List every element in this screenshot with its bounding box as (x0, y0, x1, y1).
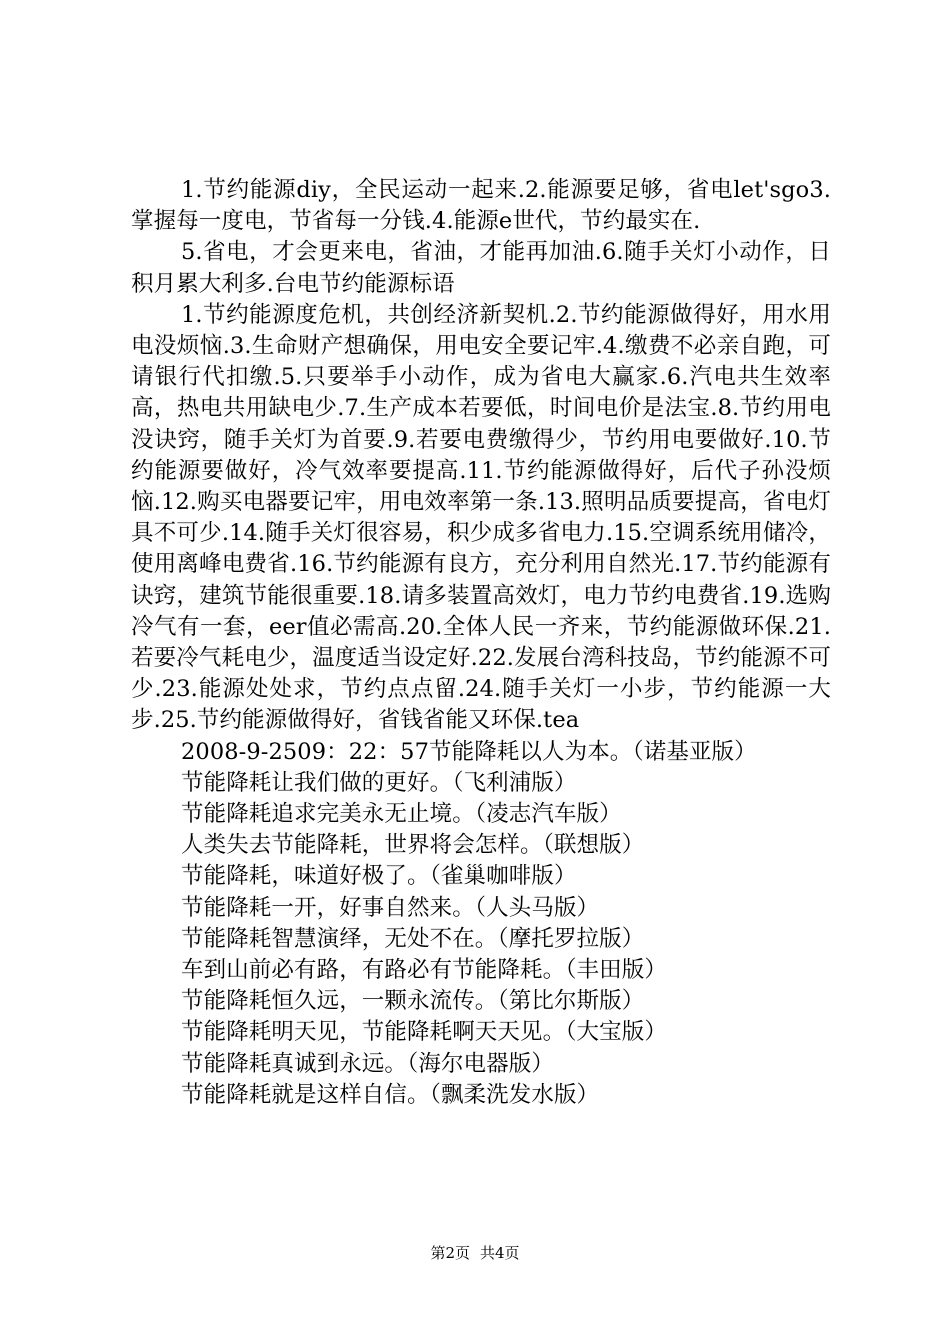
text-line: 节能降耗一开，好事自然来。（人头马版） (181, 894, 600, 921)
text-line: 节能降耗就是这样自信。（飘柔洗发水版） (181, 1081, 600, 1108)
text-line: 节能降耗智慧演绎，无处不在。（摩托罗拉版） (181, 925, 645, 952)
text-line: 节能降耗追求完美永无止境。（凌志汽车版） (181, 801, 622, 828)
page-number: 第2页 (430, 1244, 470, 1262)
text-line: 节能降耗明天见，节能降耗啊天天见。（大宝版） (181, 1019, 667, 1046)
paragraph: 5.省电，才会更来电，省油，才能再加油.6.随手关灯小动作，日积月累大利多.台电节约能源标语 (131, 239, 831, 297)
text-line: 人类失去节能降耗，世界将会怎样。（联想版） (181, 832, 645, 859)
paragraph: 1.节约能源diy，全民运动一起来.2.能源要足够，省电let'sgo3.掌握每一度电，节省每一分钱.4.能源e世代，节约最实在. (131, 177, 831, 235)
page-footer (0, 1243, 950, 1263)
text-line: 节能降耗，味道好极了。（雀巢咖啡版） (181, 863, 577, 890)
text-line: 车到山前必有路，有路必有节能降耗。（丰田版） (181, 957, 667, 984)
text-line: 2008-9-2509：22：57节能降耗以人为本。（诺基亚版） (181, 738, 757, 765)
text-line: 节能降耗恒久远，一颗永流传。（第比尔斯版） (181, 988, 645, 1015)
text-line: 节能降耗真诚到永远。（海尔电器版） (181, 1050, 554, 1077)
document-body (131, 175, 831, 1111)
text-line: 节能降耗让我们做的更好。（飞利浦版） (181, 769, 577, 796)
page-total: 共4页 (480, 1244, 520, 1262)
paragraph: 1.节约能源度危机，共创经济新契机.2.节约能源做得好，用水用电没烦恼.3.生命财产想确保，用电安全要记牢.4.缴费不必亲自跑，可请银行代扣缴.5.只要举手小动作，成为省电大赢家.6.汽电共生效率高，热电共用缺电少.7.生产成本若要低，时间电价是法宝.8.节约用电没诀窍，随手关灯为首要.9.若要电费缴得少，节约用电要做好.10.节约能源要做好，冷气效率要提高.11.节约能源做得好，后代子孙没烦恼.12.购买电器要记牢，用电效率第一条.13.照明品质要提高，省电灯具不可少.14.随手关灯很容易，积少成多省电力.15.空调系统用储冷，使用离峰电费省.16.节约能源有良方，充分利用自然光.17.节约能源有诀窍，建筑节能很重要.18.请多装置高效灯，电力节约电费省.19.选购冷气有一套，eer值必需高.20.全体人民一齐来，节约能源做环保.21.若要冷气耗电少，温度适当设定好.22.发展台湾科技岛，节约能源不可少.23.能源处处求，节约点点留.24.随手关灯一小步，节约能源一大步.25.节约能源做得好，省钱省能又环保.tea (131, 301, 831, 734)
